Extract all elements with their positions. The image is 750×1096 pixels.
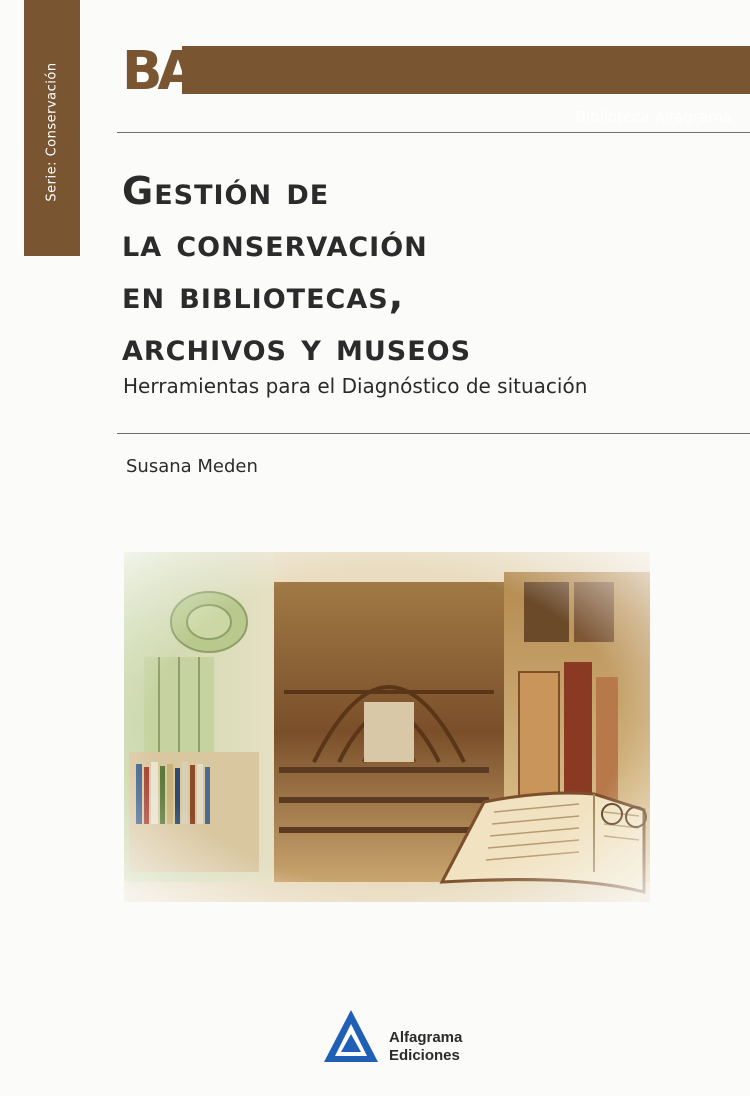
- ba-logo-icon: [122, 39, 194, 102]
- cover-collage-image: [124, 552, 650, 902]
- ba-logo-text: BA: [122, 39, 194, 102]
- collection-name: Biblioteca Alfagrama: [575, 108, 732, 126]
- series-tab: [24, 0, 80, 256]
- book-title: [122, 165, 722, 373]
- title-line-2: la conservación: [122, 221, 428, 265]
- publisher-line-2: Ediciones: [389, 1047, 460, 1064]
- author-name: Susana Meden: [126, 456, 258, 477]
- book-subtitle: Herramientas para el Diagnóstico de situación: [123, 374, 588, 398]
- divider-top: [117, 132, 750, 133]
- divider-bottom: [117, 433, 750, 434]
- title-line-3: en bibliotecas,: [122, 273, 405, 317]
- header-band: [182, 46, 750, 126]
- title-line-1: Gestión de: [122, 169, 330, 213]
- title-line-4: archivos y museos: [122, 325, 472, 369]
- publisher-name: [389, 1029, 462, 1065]
- triangle-logo-icon: [322, 1008, 380, 1064]
- series-label: Serie: Conservación: [44, 62, 60, 202]
- publisher-line-1: Alfagrama: [389, 1029, 463, 1046]
